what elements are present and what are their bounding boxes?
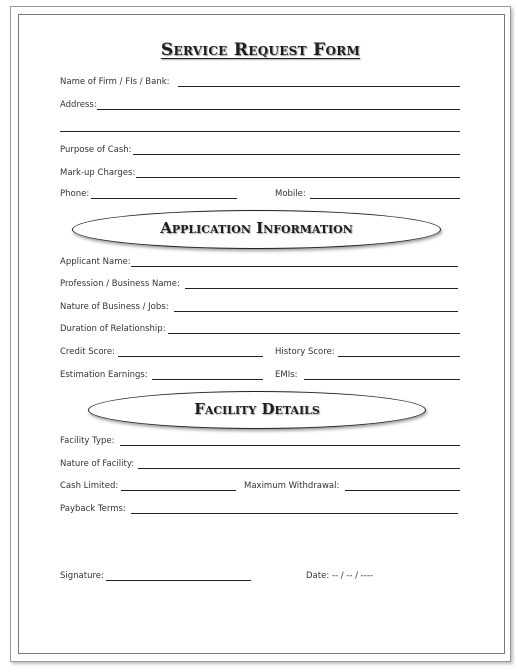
cash-limited-field[interactable] — [121, 490, 236, 491]
page-frame-inner — [18, 14, 505, 654]
phone-field[interactable] — [91, 198, 237, 199]
address-field-line-2[interactable] — [60, 131, 460, 132]
duration-label: Duration of Relationship: — [60, 324, 166, 334]
cash-limited-label: Cash Limited: — [60, 481, 119, 491]
address-field[interactable] — [97, 109, 460, 110]
mobile-field[interactable] — [310, 198, 460, 199]
signature-label: Signature: — [60, 571, 104, 581]
facility-type-field[interactable] — [120, 445, 460, 446]
mobile-label: Mobile: — [275, 189, 306, 199]
application-heading: Application Information — [160, 219, 353, 237]
markup-label: Mark-up Charges: — [60, 168, 136, 178]
address-label: Address: — [60, 100, 97, 110]
emis-label: EMIs: — [275, 370, 298, 380]
applicant-field[interactable] — [131, 266, 458, 267]
phone-label: Phone: — [60, 189, 90, 199]
firm-label: Name of Firm / FIs / Bank: — [60, 77, 170, 87]
date-label: Date: -- / -- / ---- — [306, 571, 373, 581]
credit-score-field[interactable] — [118, 356, 263, 357]
credit-score-label: Credit Score: — [60, 347, 115, 357]
facility-type-label: Facility Type: — [60, 436, 115, 446]
applicant-label: Applicant Name: — [60, 257, 131, 267]
markup-field[interactable] — [136, 177, 460, 178]
signature-field[interactable] — [106, 580, 251, 581]
nature-facility-field[interactable] — [138, 468, 460, 469]
nature-business-label: Nature of Business / Jobs: — [60, 302, 169, 312]
nature-facility-label: Nature of Facility: — [60, 459, 135, 469]
withdrawal-field[interactable] — [345, 490, 460, 491]
purpose-field[interactable] — [133, 154, 460, 155]
earnings-label: Estimation Earnings: — [60, 370, 148, 380]
firm-field[interactable] — [178, 86, 460, 87]
payback-field[interactable] — [131, 513, 458, 514]
duration-field[interactable] — [168, 333, 460, 334]
nature-business-field[interactable] — [174, 311, 458, 312]
profession-label: Profession / Business Name: — [60, 279, 180, 289]
facility-heading-ellipse — [88, 391, 426, 429]
history-score-field[interactable] — [338, 356, 460, 357]
profession-field[interactable] — [185, 288, 458, 289]
emis-field[interactable] — [304, 379, 460, 380]
purpose-label: Purpose of Cash: — [60, 145, 132, 155]
payback-label: Payback Terms: — [60, 504, 126, 514]
history-score-label: History Score: — [275, 347, 335, 357]
earnings-field[interactable] — [152, 379, 263, 380]
facility-heading: Facility Details — [194, 400, 320, 418]
form-title: Service Request Form — [160, 40, 361, 60]
withdrawal-label: Maximum Withdrawal: — [244, 481, 340, 491]
application-heading-ellipse — [72, 210, 441, 249]
